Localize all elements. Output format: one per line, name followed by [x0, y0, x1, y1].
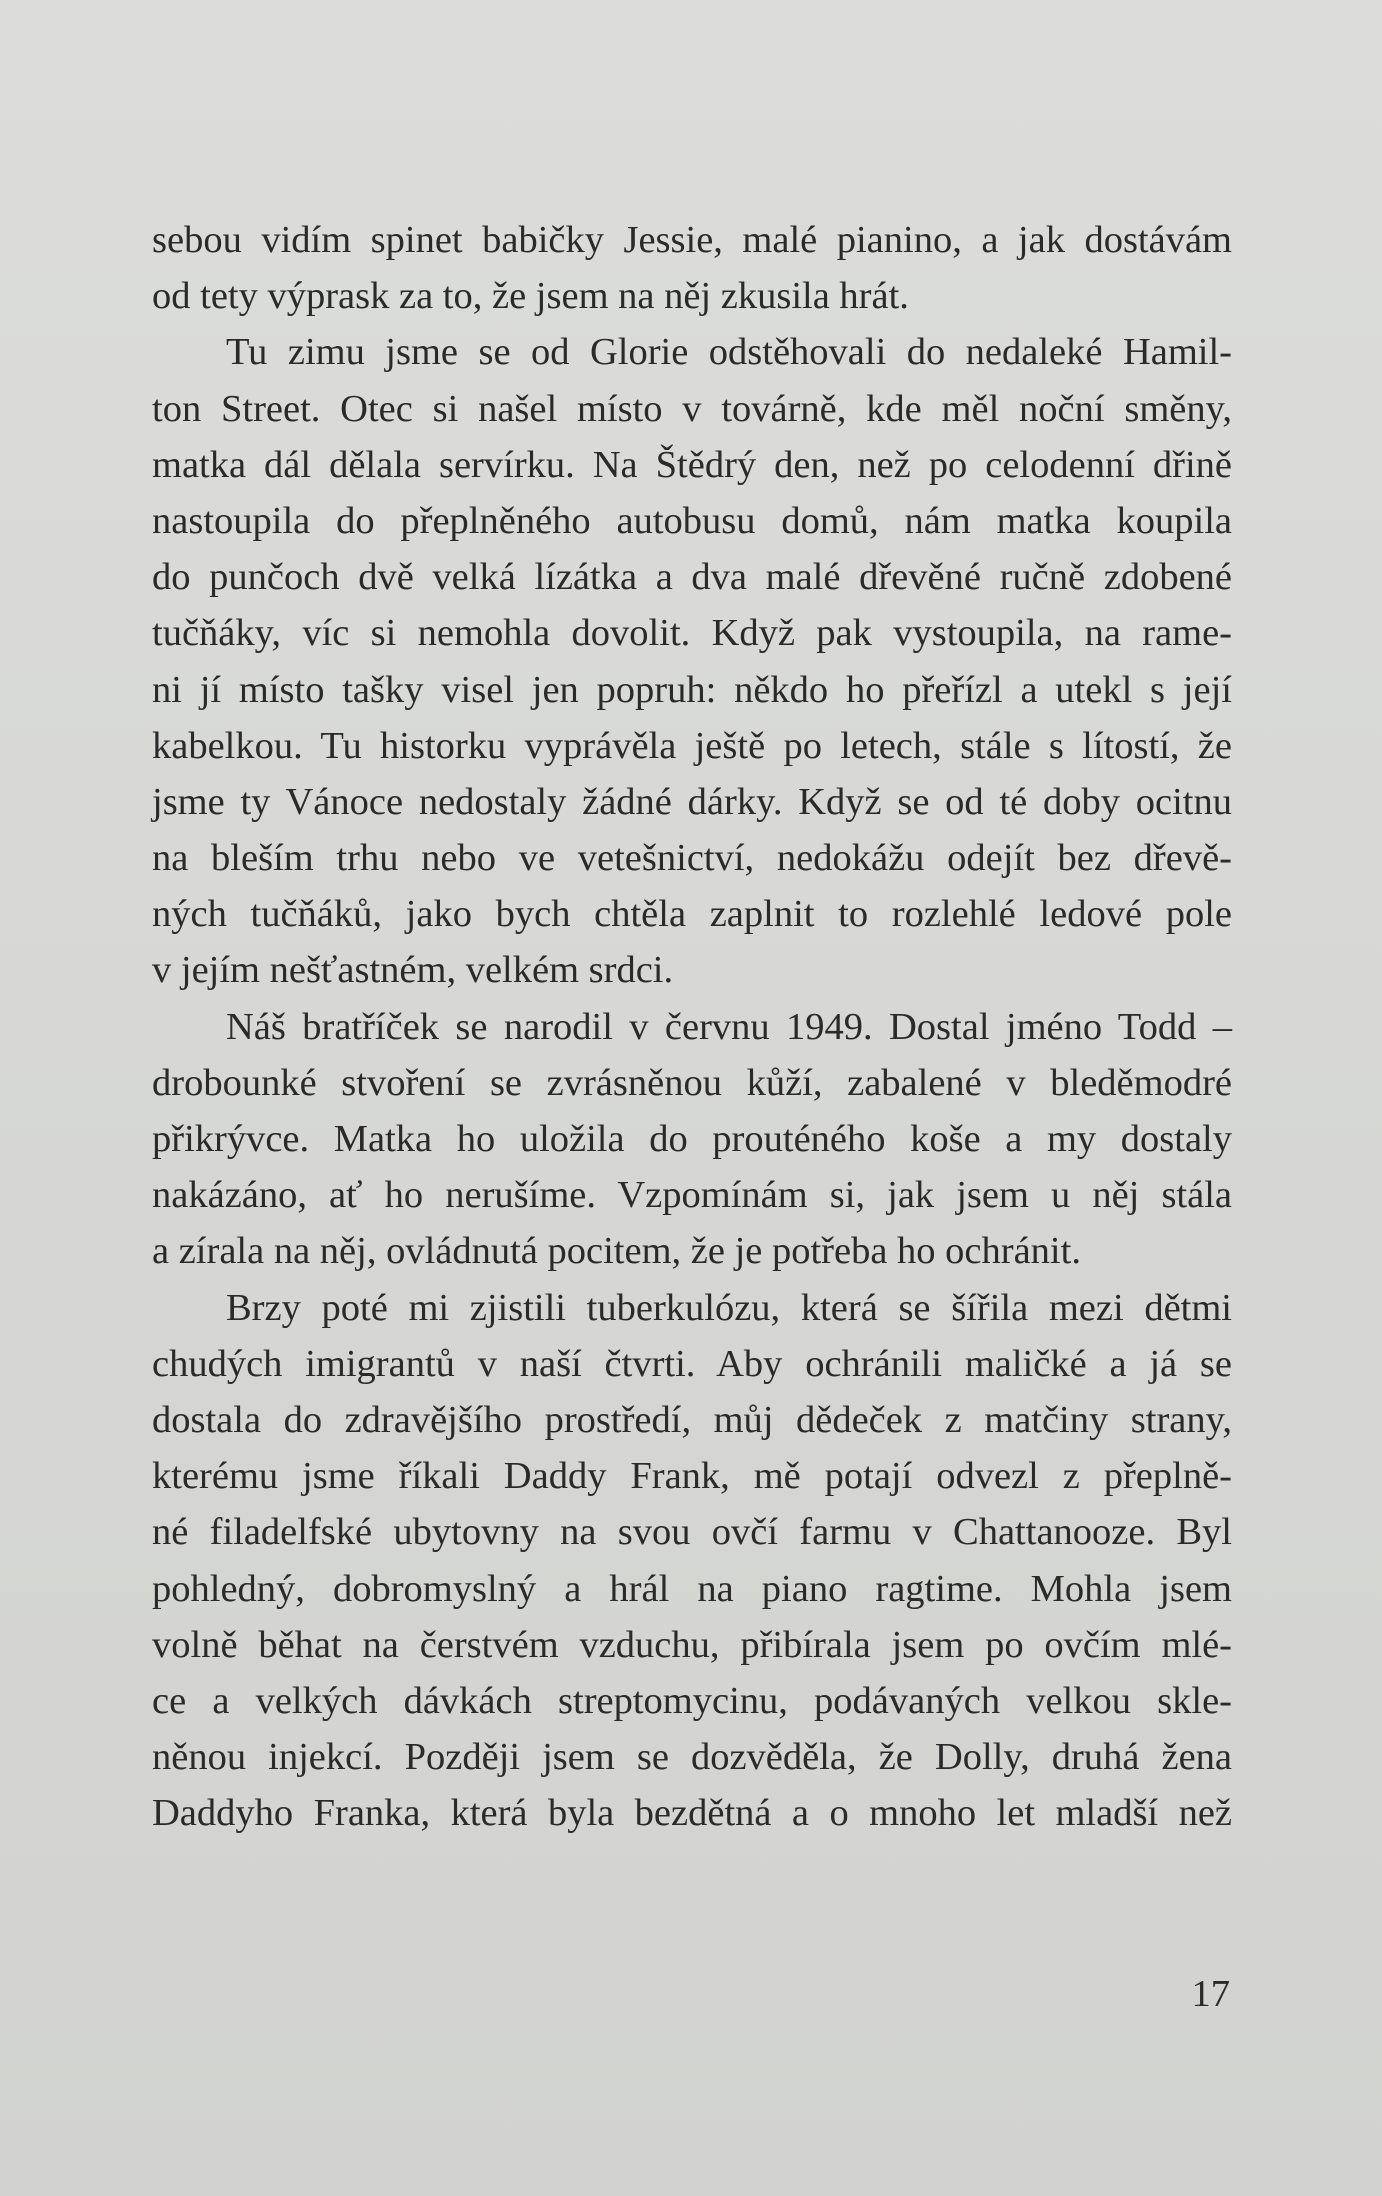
text-line: ton Street. Otec si našel místo v továrně, kde měl noční směny, [152, 387, 1232, 430]
text-line: nastoupila do přeplněného autobusu domů, nám matka koupila [152, 499, 1232, 542]
text-line: něnou injekcí. Později jsem se dozvěděla, že Dolly, druhá žena [152, 1736, 1232, 1779]
text-line: sebou vidím spinet babičky Jessie, malé pianino, a jak dostávám [152, 219, 1232, 261]
text-line: né filadelfské ubytovny na svou ovčí farmu v Chattanooze. Byl [152, 1511, 1232, 1554]
text-line: jsme ty Vánoce nedostaly žádné dárky. Když se od té doby ocitnu [152, 780, 1232, 823]
text-line: volně běhat na čerstvém vzduchu, přibírala jsem po ovčím mlé- [152, 1623, 1232, 1666]
text-line: od tety výprask za to, že jsem na něj zkusila hrát. [152, 275, 909, 318]
text-line: ných tučňáků, jako bych chtěla zaplnit to rozlehlé ledové pole [152, 893, 1232, 936]
text-line: Tu zimu jsme se od Glorie odstěhovali do nedaleké Hamil- [226, 331, 1232, 374]
text-line: nakázáno, ať ho nerušíme. Vzpomínám si, jak jsem u něj stála [152, 1174, 1232, 1217]
text-line: ce a velkých dávkách streptomycinu, podávaných velkou skle- [152, 1679, 1232, 1722]
text-line: ni jí místo tašky visel jen popruh: někdo ho přeřízl a utekl s její [152, 668, 1232, 711]
text-line: dostala do zdravějšího prostředí, můj dědeček z matčiny strany, [152, 1398, 1232, 1441]
body-text [152, 212, 1232, 1841]
text-line: pohledný, dobromyslný a hrál na piano ragtime. Mohla jsem [152, 1567, 1232, 1610]
text-line: na bleším trhu nebo ve vetešnictví, nedokážu odejít bez dřevě- [152, 837, 1232, 880]
text-line: v jejím nešťastném, velkém srdci. [152, 949, 674, 992]
text-line: a zírala na něj, ovládnutá pocitem, že je potřeba ho ochránit. [152, 1230, 1081, 1273]
text-line: do punčoch dvě velká lízátka a dva malé dřevěné ručně zdobené [152, 556, 1232, 599]
text-line: kterému jsme říkali Daddy Frank, mě potají odvezl z přeplně- [152, 1455, 1232, 1498]
text-line: drobounké stvoření se zvrásněnou kůží, zabalené v bleděmodré [152, 1061, 1232, 1104]
text-line: tučňáky, víc si nemohla dovolit. Když pak vystoupila, na rame- [152, 612, 1232, 655]
text-line: přikrývce. Matka ho uložila do prouténého koše a my dostaly [152, 1118, 1232, 1160]
text-line: Brzy poté mi zjistili tuberkulózu, která se šířila mezi dětmi [226, 1286, 1232, 1329]
text-line: chudých imigrantů v naší čtvrti. Aby ochránili maličké a já se [152, 1342, 1232, 1385]
text-line: Daddyho Franka, která byla bezdětná a o mnoho let mladší než [152, 1792, 1232, 1835]
text-line: matka dál dělala servírku. Na Štědrý den, než po celodenní dřině [152, 443, 1232, 486]
text-line: Náš bratříček se narodil v červnu 1949. Dostal jméno Todd – [226, 1005, 1232, 1048]
text-line: kabelkou. Tu historku vyprávěla ještě po letech, stále s lítostí, že [152, 724, 1232, 767]
page-number: 17 [1191, 1973, 1230, 2015]
